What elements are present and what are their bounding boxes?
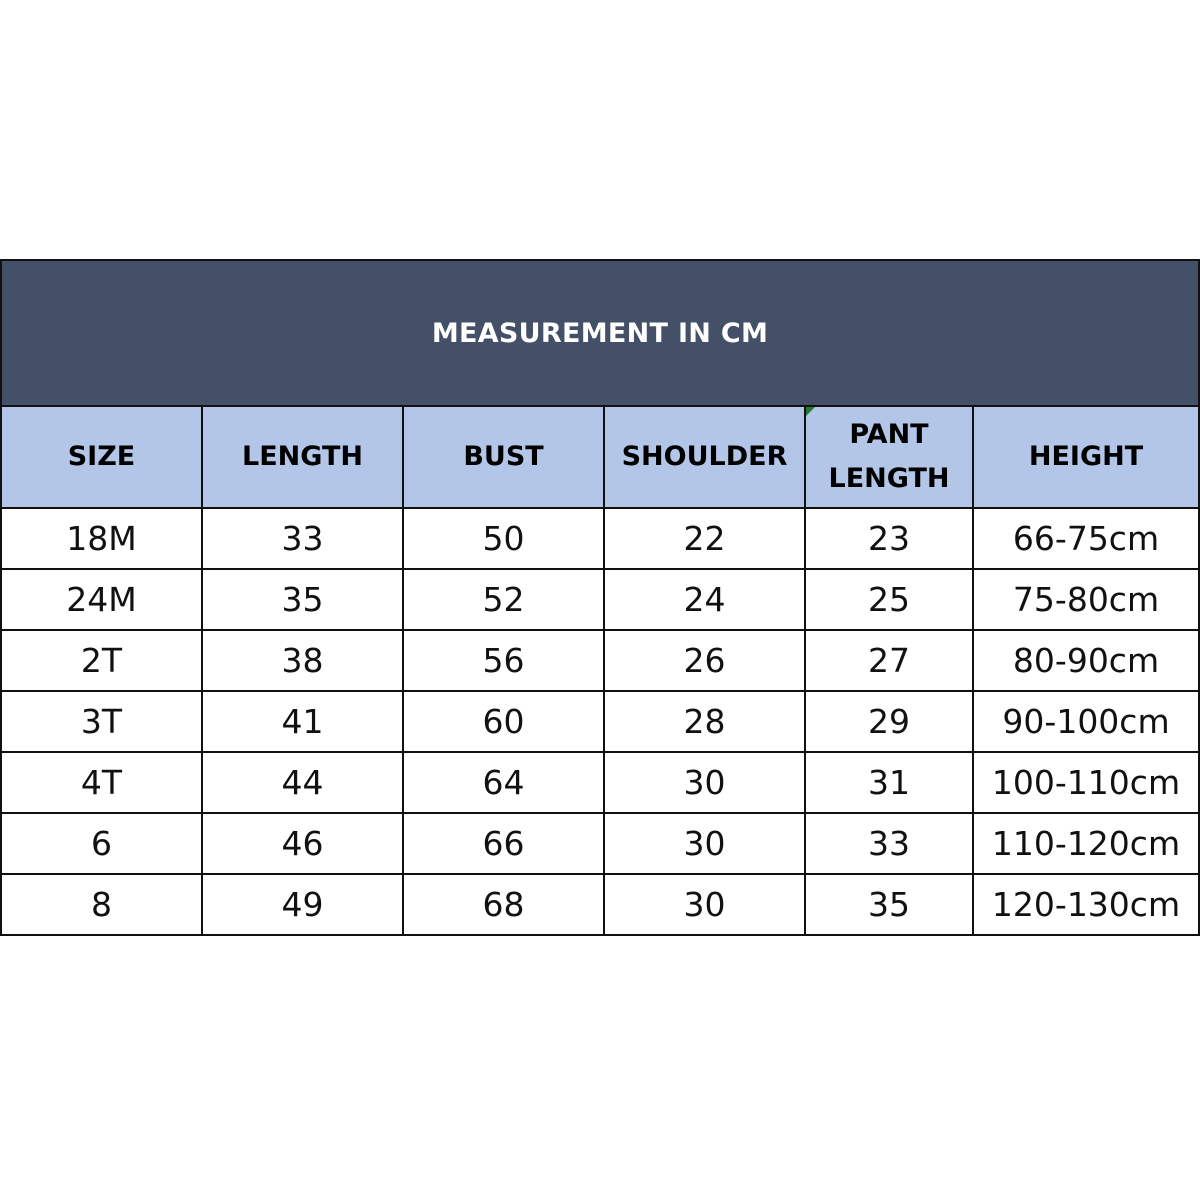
cell-size: 24M: [1, 569, 202, 630]
cell-length: 35: [202, 569, 403, 630]
table-row: [1, 752, 1199, 813]
cell-shoulder: 28: [604, 691, 805, 752]
cell-height: 66-75cm: [973, 508, 1199, 569]
table-body: [1, 508, 1199, 935]
cell-pant-length: 29: [805, 691, 973, 752]
table-row: [1, 691, 1199, 752]
cell-height: 100-110cm: [973, 752, 1199, 813]
cell-pant-length: 33: [805, 813, 973, 874]
cell-length: 49: [202, 874, 403, 935]
table-row: [1, 569, 1199, 630]
table-row: [1, 630, 1199, 691]
cell-shoulder: 26: [604, 630, 805, 691]
cell-length: 41: [202, 691, 403, 752]
cell-height: 80-90cm: [973, 630, 1199, 691]
cell-bust: 68: [403, 874, 604, 935]
cell-size: 8: [1, 874, 202, 935]
cell-shoulder: 30: [604, 874, 805, 935]
cell-bust: 66: [403, 813, 604, 874]
cell-shoulder: 22: [604, 508, 805, 569]
cell-length: 44: [202, 752, 403, 813]
cell-shoulder: 30: [604, 752, 805, 813]
cell-comment-marker: [806, 407, 815, 416]
size-chart-table: [0, 259, 1200, 936]
title-row: [1, 260, 1199, 406]
cell-height: 110-120cm: [973, 813, 1199, 874]
header-length: LENGTH: [202, 406, 403, 508]
cell-pant-length: 35: [805, 874, 973, 935]
cell-size: 2T: [1, 630, 202, 691]
header-bust: BUST: [403, 406, 604, 508]
cell-length: 46: [202, 813, 403, 874]
header-pant-length: [805, 406, 973, 508]
cell-bust: 56: [403, 630, 604, 691]
cell-shoulder: 30: [604, 813, 805, 874]
header-height: HEIGHT: [973, 406, 1199, 508]
header-pant-length-line-1: PANT: [849, 419, 929, 450]
cell-length: 33: [202, 508, 403, 569]
cell-length: 38: [202, 630, 403, 691]
cell-pant-length: 23: [805, 508, 973, 569]
table-row: [1, 508, 1199, 569]
cell-size: 18M: [1, 508, 202, 569]
cell-size: 4T: [1, 752, 202, 813]
cell-height: 90-100cm: [973, 691, 1199, 752]
table-row: [1, 874, 1199, 935]
header-size: SIZE: [1, 406, 202, 508]
header-shoulder: SHOULDER: [604, 406, 805, 508]
header-row: [1, 406, 1199, 508]
cell-height: 75-80cm: [973, 569, 1199, 630]
table-row: [1, 813, 1199, 874]
table-title: MEASUREMENT IN CM: [1, 260, 1199, 406]
cell-bust: 50: [403, 508, 604, 569]
cell-pant-length: 27: [805, 630, 973, 691]
cell-size: 6: [1, 813, 202, 874]
cell-pant-length: 25: [805, 569, 973, 630]
cell-height: 120-130cm: [973, 874, 1199, 935]
cell-pant-length: 31: [805, 752, 973, 813]
header-pant-length-line-2: LENGTH: [828, 463, 950, 494]
cell-size: 3T: [1, 691, 202, 752]
cell-bust: 52: [403, 569, 604, 630]
cell-bust: 60: [403, 691, 604, 752]
cell-shoulder: 24: [604, 569, 805, 630]
cell-bust: 64: [403, 752, 604, 813]
